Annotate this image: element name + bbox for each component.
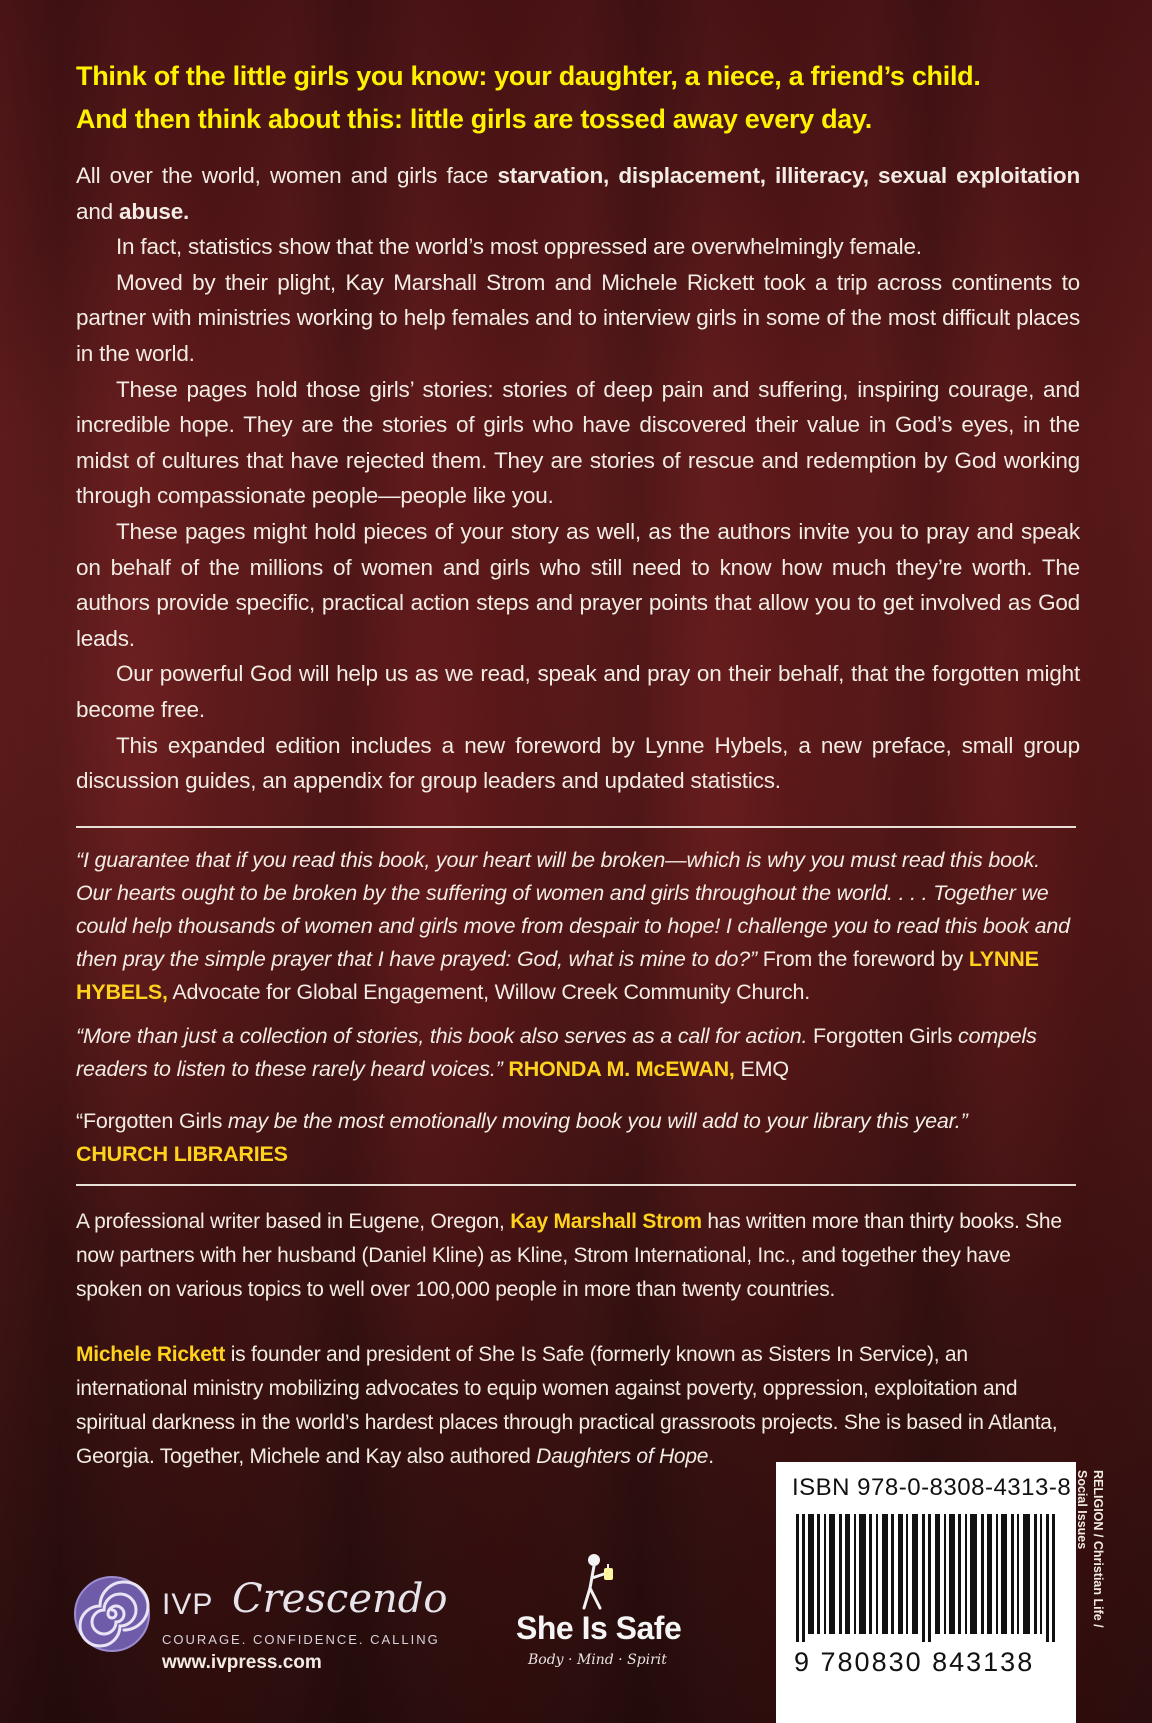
isbn-barcode (776, 1462, 1076, 1723)
description-paragraph: These pages hold those girls’ stories: stories of deep pain and suffering, inspiring courage, and incredible hope. They are the stories of girls who have discovered their value in God’s eyes, in the midst of cultures that have rejected them. They are stories of rescue and redemption by God working through compassionate people—people like you. (76, 376, 1080, 509)
ivp-imprint: Crescendo (232, 1576, 448, 1622)
ivp-crescendo-logo (72, 1574, 452, 1674)
ivp-name: IVP (162, 1588, 214, 1621)
description-paragraph: All over the world, women and girls face starvation, displacement, illiteracy, sexual exploitation and abuse. (76, 163, 1080, 224)
author-bio-rickett: Michele Rickett is founder and president of She Is Safe (formerly known as Sisters In Service), an international ministry mobilizing advocates to equip women against poverty, oppression, exploitation and spiritual darkness in the world’s hardest places through practical grassroots projects. She is based in Atlanta, Georgia. Together, Michele and Kay also authored Daughters of Hope. (76, 1343, 1058, 1468)
divider (76, 826, 1076, 828)
category-label: RELIGION / Christian Life / Social Issues (1075, 1470, 1105, 1628)
description-paragraph: This expanded edition includes a new foreword by Lynne Hybels, a new preface, small group discussion guides, an appendix for group leaders and updated statistics. (76, 732, 1080, 794)
divider (76, 1184, 1076, 1186)
headline-line-1: Think of the little girls you know: your daughter, a niece, a friend’s child. (76, 61, 981, 91)
endorsement-hybels: “I guarantee that if you read this book, your heart will be broken—which is why you must read this book. Our hearts ought to be broken by the suffering of women and girls throughout the world. . . . Together we could help thousands of women and girls move from despair to hope! I challenge you to read this book and then pray the simple prayer that I have prayed: God, what is mine to do?” From the foreword by LYNNE HYBELS, Advocate for Global Engagement, Willow Creek Community Church. (76, 848, 1070, 1004)
description-paragraph: Moved by their plight, Kay Marshall Strom and Michele Rickett took a trip across continents to partner with ministries working to help females and to interview girls in some of the most difficult places in the world. (76, 269, 1080, 366)
description-paragraph: Our powerful God will help us as we read, speak and pray on their behalf, that the forgotten might become free. (76, 661, 1080, 722)
barcode-digits: 9 780830 843138 (794, 1647, 1035, 1677)
author-bio-strom: A professional writer based in Eugene, Oregon, Kay Marshall Strom has written more than thirty books. She now partners with her husband (Daniel Kline) as Kline, Strom International, Inc., and together they have spoken on various topics to well over 100,000 people in more than twenty countries. (76, 1210, 1062, 1301)
headline-line-2: And then think about this: little girls are tossed away every day. (76, 104, 872, 134)
endorsement-church-libraries: “Forgotten Girls may be the most emotionally moving book you will add to your library this year.” CHURCH LIBRARIES (76, 1109, 968, 1166)
description-paragraph: These pages might hold pieces of your story as well, as the authors invite you to pray and speak on behalf of the millions of women and girls who still need to know how much they’re worth. The authors provide specific, practical action steps and prayer points that allow you to get involved as God leads. (76, 518, 1080, 651)
she-is-safe-logo (514, 1548, 714, 1678)
figure-with-lantern-icon (514, 1548, 714, 1612)
ivp-tagline: COURAGE. CONFIDENCE. CALLING (162, 1632, 440, 1647)
she-is-safe-name: She Is Safe (516, 1610, 682, 1646)
she-is-safe-tagline: Body · Mind · Spirit (528, 1652, 667, 1668)
swirl-icon (72, 1574, 152, 1654)
description-paragraph: In fact, statistics show that the world’s most oppressed are overwhelmingly female. (116, 234, 922, 260)
barcode-icon (796, 1514, 1058, 1642)
description (76, 158, 1080, 799)
ivp-url: www.ivpress.com (162, 1652, 322, 1673)
isbn-label: ISBN 978-0-8308-4313-8 (792, 1474, 1072, 1501)
endorsement-mcewan: “More than just a collection of stories, this book also serves as a call for action. Forgotten Girls compels readers to listen to these rarely heard voices.” RHONDA M. McEWAN, EMQ (76, 1024, 1037, 1081)
